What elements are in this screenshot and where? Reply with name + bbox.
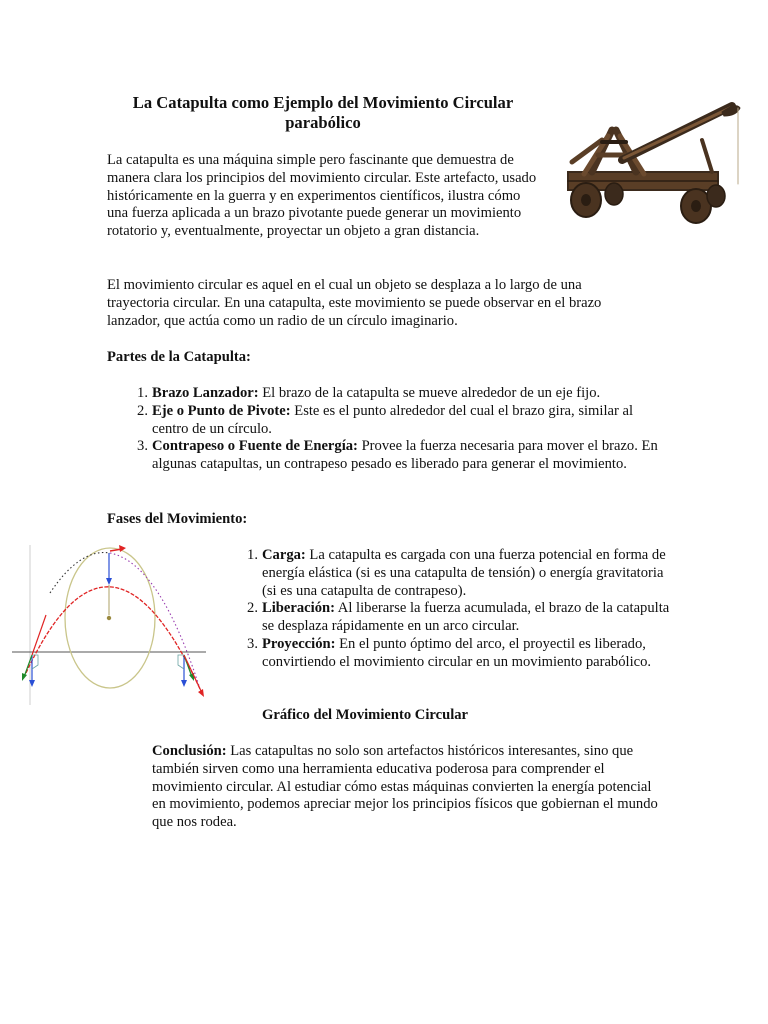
motion-diagram <box>10 543 210 708</box>
definition-paragraph: El movimiento circular es aquel en el cual un objeto se desplaza a lo largo de una trayectoria circular. En una catapulta, este movimiento se puede observar en el brazo lanzador, que actúa como un radio de un círculo imaginario. <box>107 277 602 329</box>
wheel-front-left <box>571 183 601 217</box>
list-item: 2. Eje o Punto de Pivote: Este es el punto alrededor del cual el brazo gira, similar al centro de un círculo. <box>137 402 634 437</box>
parts-heading: Partes de la Catapulta: <box>107 349 251 365</box>
page-title: La Catapulta como Ejemplo del Movimiento Circular parabólico <box>132 93 514 132</box>
catapult-image <box>562 100 742 228</box>
parts-list <box>137 385 662 474</box>
list-item: 3. Contrapeso o Fuente de Energía: Provee la fuerza necesaria para mover el brazo. En algunas catapultas, un contrapeso pesado es liberado para generar el movimiento. <box>137 438 658 473</box>
intro-paragraph: La catapulta es una máquina simple pero fascinante que demuestra de manera clara los principios del movimiento circular. Este artefacto, usado históricamente en la guerra y en experimentos científicos, ilustra cómo una fuerza aplicada a un brazo pivotante puede generar un movimiento rotatorio y, eventualmente, proyectar un objeto a gran distancia. <box>107 152 537 240</box>
list-item: 1. Brazo Lanzador: El brazo de la catapulta se mueve alrededor de un eje fijo. <box>137 385 601 401</box>
conclusion-paragraph: Conclusión: Las catapultas no solo son artefactos históricos interesantes, sino que también sirven como una herramienta educativa poderosa para comprender el movimiento circular. Al estudiar cómo estas máquinas convierten la energía potencial en movimiento, podemos apreciar mejor los principios físicos que gobiernan el mundo que nos rodea. <box>152 743 658 831</box>
phases-list <box>247 547 672 672</box>
phases-heading: Fases del Movimiento: <box>107 511 248 527</box>
graph-caption: Gráfico del Movimiento Circular <box>262 707 469 723</box>
list-item: 2. Liberación: Al liberarse la fuerza acumulada, el brazo de la catapulta se desplaza rápidamente en un arco circular. <box>247 600 670 635</box>
list-item: 1. Carga: La catapulta es cargada con una fuerza potencial en forma de energía elástica (si es una catapulta de tensión) o energía gravitatoria (si es una catapulta de contrapeso). <box>247 547 666 599</box>
list-item: 3. Proyección: En el punto óptimo del arco, el proyectil es liberado, convirtiendo el movimiento circular en un movimiento parabólico. <box>247 635 652 670</box>
